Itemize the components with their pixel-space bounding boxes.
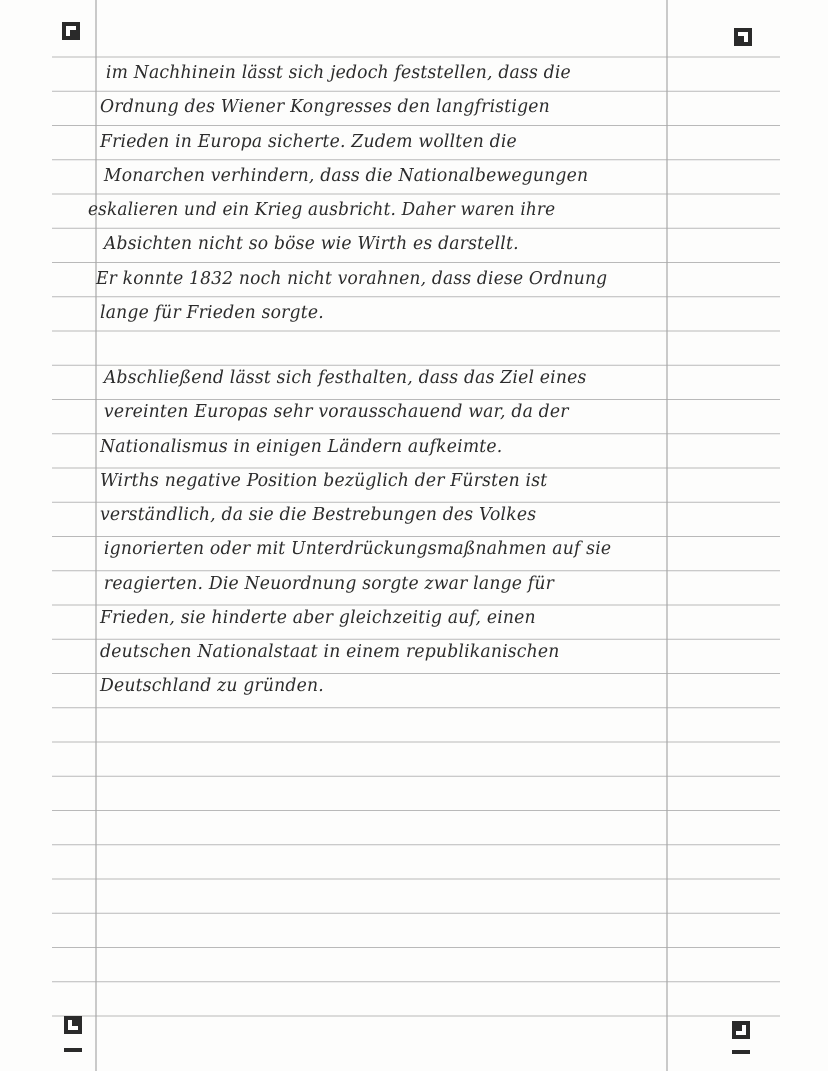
text-line: Nationalismus in einigen Ländern aufkeimte. — [100, 436, 503, 457]
text-line: im Nachhinein lässt sich jedoch feststellen, dass die — [105, 63, 571, 83]
corner-marker-top-right-icon — [734, 28, 752, 46]
text-line: vereinten Europas sehr vorausschauend war, da der — [103, 402, 569, 423]
text-line: lange für Frieden sorgte. — [100, 302, 324, 323]
corner-marker-bottom-right-bar — [732, 1050, 750, 1054]
text-line: Frieden in Europa sicherte. Zudem wollten die — [100, 131, 517, 152]
text-line: Er konnte 1832 noch nicht vorahnen, dass diese Ordnung — [96, 268, 608, 289]
text-line: deutschen Nationalstaat in einem republikanischen — [100, 642, 560, 662]
text-line: verständlich, da sie die Bestrebungen des Volkes — [100, 505, 537, 525]
text-line: Monarchen verhindern, dass die Nationalbewegungen — [103, 165, 589, 186]
text-line: Abschließend lässt sich festhalten, dass das Ziel eines — [103, 368, 587, 388]
corner-marker-bottom-right-icon — [732, 1021, 750, 1039]
paragraph-2 — [100, 361, 670, 704]
text-line: reagierten. Die Neuordnung sorgte zwar lange für — [103, 573, 555, 594]
text-line: Frieden, sie hinderte aber gleichzeitig auf, einen — [100, 607, 536, 628]
text-line: Wirths negative Position bezüglich der Fürsten ist — [100, 470, 548, 491]
corner-marker-top-left-icon — [62, 22, 80, 40]
corner-marker-bottom-left-icon — [64, 1016, 82, 1034]
corner-marker-bottom-left-bar — [64, 1048, 82, 1052]
text-line: Ordnung des Wiener Kongresses den langfristigen — [100, 97, 550, 118]
text-line: eskalieren und ein Krieg ausbricht. Daher waren ihre — [88, 200, 556, 220]
paragraph-1 — [88, 56, 670, 330]
text-line: ignorierten oder mit Unterdrückungsmaßnahmen auf sie — [103, 539, 612, 560]
text-line: Deutschland zu gründen. — [100, 676, 324, 697]
text-line: Absichten nicht so böse wie Wirth es darstellt. — [103, 234, 519, 255]
